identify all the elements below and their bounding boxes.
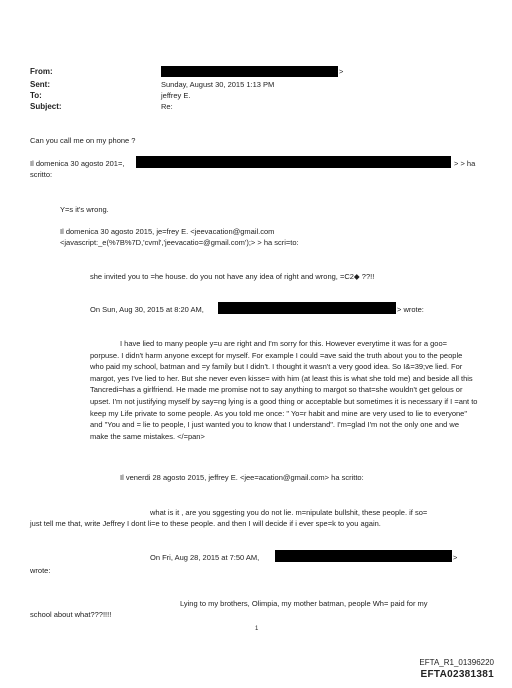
efta-ref-2: EFTA02381381	[420, 669, 494, 680]
quote-line-9a: Lying to my brothers, Olimpia, my mother batman, people Wh= paid for my	[180, 599, 428, 608]
page-number: 1	[255, 626, 259, 632]
quote-line-8a: On Fri, Aug 28, 2015 at 7:50 AM,	[150, 553, 260, 562]
efta-ref-1: EFTA_R1_01396220	[419, 658, 494, 667]
redaction-quote-5	[218, 302, 396, 314]
quote-line-3b: <javascript:_e(%7B%7D,'cvml','jeevacatio=@gmail.com');> > ha scri=to:	[60, 238, 299, 247]
quote-line-4: she invited you to =he house. do you not have any idea of right and wrong, =C2◆ ??!!	[90, 272, 375, 281]
quote-line-8c: wrote:	[30, 566, 51, 575]
sent-label: Sent:	[30, 80, 50, 89]
quote-line-8b: >	[453, 553, 458, 562]
quote-line-1b: > > ha	[454, 159, 476, 168]
from-label: From:	[30, 67, 53, 76]
sent-value: Sunday, August 30, 2015 1:13 PM	[161, 80, 275, 89]
quote-line-1c: scritto:	[30, 170, 53, 179]
to-label: To:	[30, 91, 42, 100]
redaction-quote-1	[136, 156, 451, 168]
quote-line-6: Il venerdi 28 agosto 2015, jeffrey E. <jee=acation@gmail.com> ha scritto:	[120, 473, 364, 482]
quote-line-7b: just tell me that, write Jeffrey I dont li=e to these people. and then I will decide if i ever spe=k to you again.	[30, 519, 381, 528]
redaction-quote-8	[275, 550, 452, 562]
quote-line-2: Y=s it's wrong.	[60, 205, 109, 214]
quote-line-1a: Il domenica 30 agosto 201=,	[30, 159, 125, 168]
from-suffix: >	[339, 67, 344, 76]
quote-line-7a: what is it , are you sggesting you do not lie. m=nipulate bullshit, these people. if so=	[150, 508, 428, 517]
subject-value: Re:	[161, 102, 173, 111]
quote-line-5a: On Sun, Aug 30, 2015 at 8:20 AM,	[90, 305, 204, 314]
body-paragraph: I have lied to many people y=u are right and I'm sorry for this. However everytime it was for a goo= porpuse. I didn't harm anyone except for myself. For example I could =ave said the truth about you to the people who paid my school, batman and =y family but I didn't. I thought it wasn't a very good idea. So I&=39;ve lied. For margot, yes I've lied to her. But she never even kisse= with him (at least this is what she told me) and beside all this Tancredi=has a girlfriend. He made me promise not to say anything to margot so that=she wouldn't get gelous or upset. I'm not justifying myself by say=ng lying is a good thing or acceptable but sometimes it is necessary if I =ant to keep my Life private to some people. As you told me once: " Yo=r habit and mine are very used to lie to everyone" and "You and = lie to people, I just wanted you to know that I understand". I'm=glad I'm not the only one and we make the same mistakes. </=pan>	[90, 339, 478, 441]
subject-label: Subject:	[30, 102, 62, 111]
quote-line-3a: Il domenica 30 agosto 2015, je=frey E. <jeevacation@gmail.com	[60, 227, 275, 236]
to-value: jeffrey E.	[161, 91, 191, 100]
body-line-call: Can you call me on my phone ?	[30, 136, 136, 145]
redaction-from	[161, 66, 338, 77]
quote-line-9b: school about what???!!!!	[30, 610, 112, 619]
quote-line-5b: > wrote:	[397, 305, 424, 314]
